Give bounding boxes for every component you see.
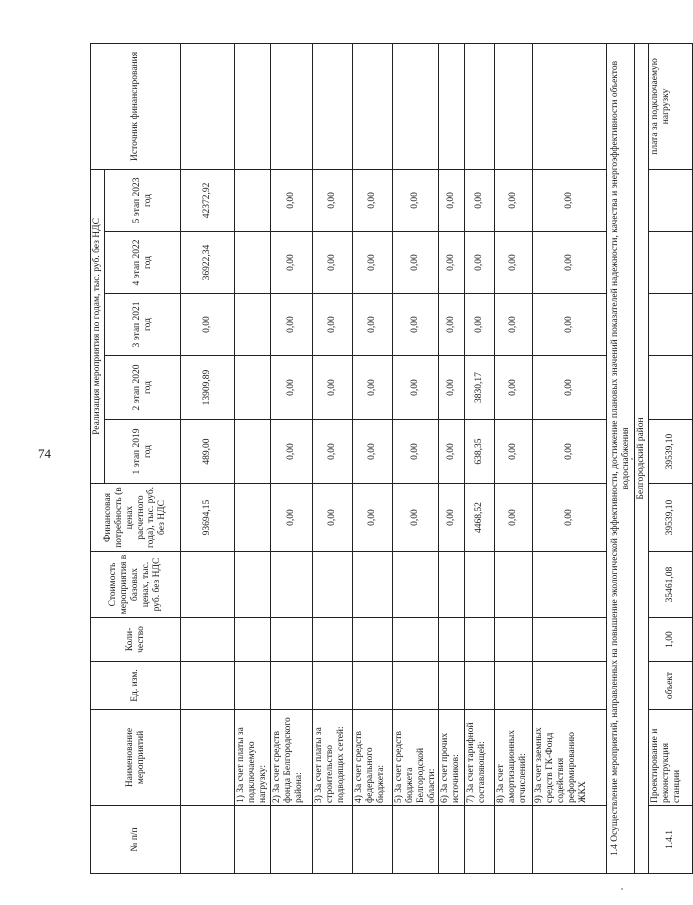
table-row: 3) За счет платы за строительство подводящих сетей: 0,00 0,00 0,00 0,00 0,00 0,00 <box>312 43 352 873</box>
funding-stage-2: 13909,89 <box>181 356 235 420</box>
table-row <box>235 43 271 873</box>
funding-name: 9) За счет заемных средств ГК-Фонд содействия реформированию ЖКХ <box>533 710 607 806</box>
header-stage-3: 3 этап 2021 год <box>105 294 181 356</box>
item-unit: объект <box>649 662 693 710</box>
table-row: 2) За счет средств фонда Белгородского района: 0,00 0,00 0,00 0,00 0,00 0,00 <box>270 43 312 873</box>
header-stage-5: 5 этап 2023 год <box>105 169 181 231</box>
funding-need: 93694,15 <box>181 484 235 552</box>
funding-name: 6) За счет прочих источников: <box>439 710 465 806</box>
funding-stage-3: 0,00 <box>181 294 235 356</box>
funding-name: 3) За счет платы за строительство подводящих сетей: <box>312 710 352 806</box>
header-num: № п/п <box>91 806 181 874</box>
rotated-page-area <box>90 44 683 874</box>
funding-stage-4: 36922,34 <box>181 232 235 294</box>
item-num: 1.4.1 <box>649 806 693 874</box>
table-row: 7) За счет тарифной составляющей: 4468,52 638,35 3830,17 0,00 0,00 0,00 <box>465 43 495 873</box>
funding-stage-1: 489,00 <box>181 420 235 484</box>
table-row: 9) За счет заемных средств ГК-Фонд содействия реформированию ЖКХ 0,00 0,00 0,00 0,00 0,00 0,00 <box>533 43 607 873</box>
funding-name: 4) За счет средств федерального бюджета: <box>352 710 392 806</box>
header-source: Источник финансирования <box>91 43 181 169</box>
item-cost: 35461,08 <box>649 552 693 618</box>
header-need: Финансовая потребность (в ценах расчетного года), тыс. руб. без НДС <box>91 484 181 552</box>
investment-program-table <box>90 43 693 874</box>
table-row <box>181 43 235 873</box>
header-name: Наименование мероприятий <box>91 710 181 806</box>
page-number: 74 <box>38 446 51 461</box>
header-stage-2: 2 этап 2020 год <box>105 356 181 420</box>
funding-name <box>181 710 235 806</box>
funding-name: 7) За счет тарифной составляющей: <box>465 710 495 806</box>
item-qty: 1,00 <box>649 618 693 662</box>
header-cost: Стоимость мероприятия в базовых ценах, тыс. руб. без НДС <box>91 552 181 618</box>
table-row: 4) За счет средств федерального бюджета: 0,00 0,00 0,00 0,00 0,00 0,00 <box>352 43 392 873</box>
table-row: 5) За счет средств бюджета Белгородской области: 0,00 0,00 0,00 0,00 0,00 0,00 <box>392 43 439 873</box>
funding-name: 8) За счет амортизационных отчислений: <box>495 710 533 806</box>
table-row: 8) За счет амортизационных отчислений: 0,00 0,00 0,00 0,00 0,00 0,00 <box>495 43 533 873</box>
header-stage-4: 4 этап 2022 год <box>105 232 181 294</box>
header-stage-1: 1 этап 2019 год <box>105 420 181 484</box>
item-stage-1: 39539,10 <box>649 420 693 484</box>
header-realization: Реализация мероприятия по годам, тыс. руб. без НДС <box>91 169 105 483</box>
funding-name: 2) За счет средств фонда Белгородского района: <box>270 710 312 806</box>
table-row: 6) За счет прочих источников: 0,00 0,00 0,00 0,00 0,00 0,00 <box>439 43 465 873</box>
scan-speck <box>621 888 623 890</box>
item-name: Проектирование и реконструкция станции <box>649 710 693 806</box>
district-row: Белгородский район <box>635 43 649 873</box>
scan-speck <box>631 458 633 460</box>
funding-name: 1) За счет платы за подключаемую нагрузку: <box>235 710 271 806</box>
item-need: 39539,10 <box>649 484 693 552</box>
item-source: плата за подключаемую нагрузку <box>649 43 693 169</box>
header-qty: Коли-чество <box>91 618 181 662</box>
header-unit: Ед. изм. <box>91 662 181 710</box>
funding-name: 5) За счет средств бюджета Белгородской области: <box>392 710 439 806</box>
section-title: 1.4 Осуществление мероприятий, направленных на повышение экологической эффективности, достижение плановых значений показателей надежности, качества и энергоэффективности объектов водоснабжения <box>607 43 635 873</box>
funding-stage-5: 42372,92 <box>181 169 235 231</box>
table-row <box>649 43 693 873</box>
